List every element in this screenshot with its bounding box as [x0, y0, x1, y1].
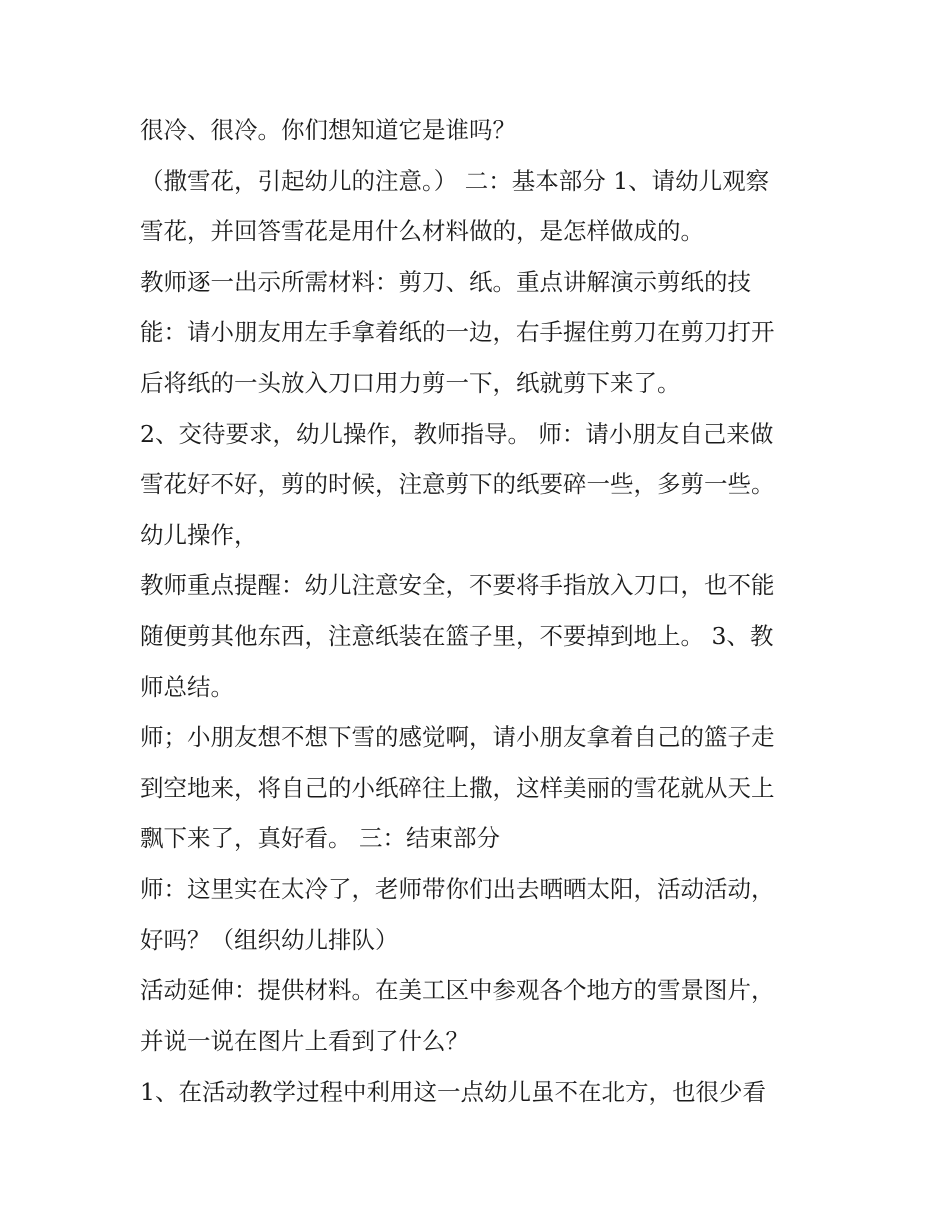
text-line: 后将纸的一头放入刀口用力剪一下，纸就剪下来了。: [140, 369, 681, 397]
text-line: 2、交待要求，幼儿操作，教师指导。 师：请小朋友自己来做: [140, 420, 774, 448]
text-line: 并说一说在图片上看到了什么？: [140, 1027, 469, 1055]
text-line: 到空地来，将自己的小纸碎往上撒，这样美丽的雪花就从天上: [140, 774, 775, 802]
text-line: 教师逐一出示所需材料：剪刀、纸。重点讲解演示剪纸的技: [140, 268, 751, 296]
text-line: 师；小朋友想不想下雪的感觉啊，请小朋友拿着自己的篮子走: [140, 723, 775, 751]
text-line: 师：这里实在太冷了，老师带你们出去晒晒太阳，活动活动，: [140, 875, 775, 903]
text-line: 教师重点提醒：幼儿注意安全，不要将手指放入刀口，也不能: [140, 571, 775, 599]
text-line: 很冷、很冷。你们想知道它是谁吗？: [140, 116, 516, 144]
text-line: 飘下来了，真好看。 三：结束部分: [140, 824, 500, 852]
text-line: （撒雪花，引起幼儿的注意。） 二：基本部分 1、请幼儿观察: [140, 167, 770, 195]
text-line: 随便剪其他东西，注意纸装在篮子里，不要掉到地上。 3、教: [140, 622, 774, 650]
text-line: 能：请小朋友用左手拿着纸的一边，右手握住剪刀在剪刀打开: [140, 318, 775, 346]
text-line: 师总结。: [140, 673, 234, 701]
text-line: 1、在活动教学过程中利用这一点幼儿虽不在北方，也很少看: [140, 1078, 766, 1106]
text-line: 雪花，并回答雪花是用什么材料做的，是怎样做成的。: [140, 217, 704, 245]
text-line: 雪花好不好，剪的时候，注意剪下的纸要碎一些，多剪一些。: [140, 470, 775, 498]
text-line: 好吗？（组织幼儿排队）: [140, 926, 399, 954]
text-line: 幼儿操作，: [140, 521, 258, 549]
text-line: 活动延伸：提供材料。在美工区中参观各个地方的雪景图片，: [140, 976, 775, 1004]
